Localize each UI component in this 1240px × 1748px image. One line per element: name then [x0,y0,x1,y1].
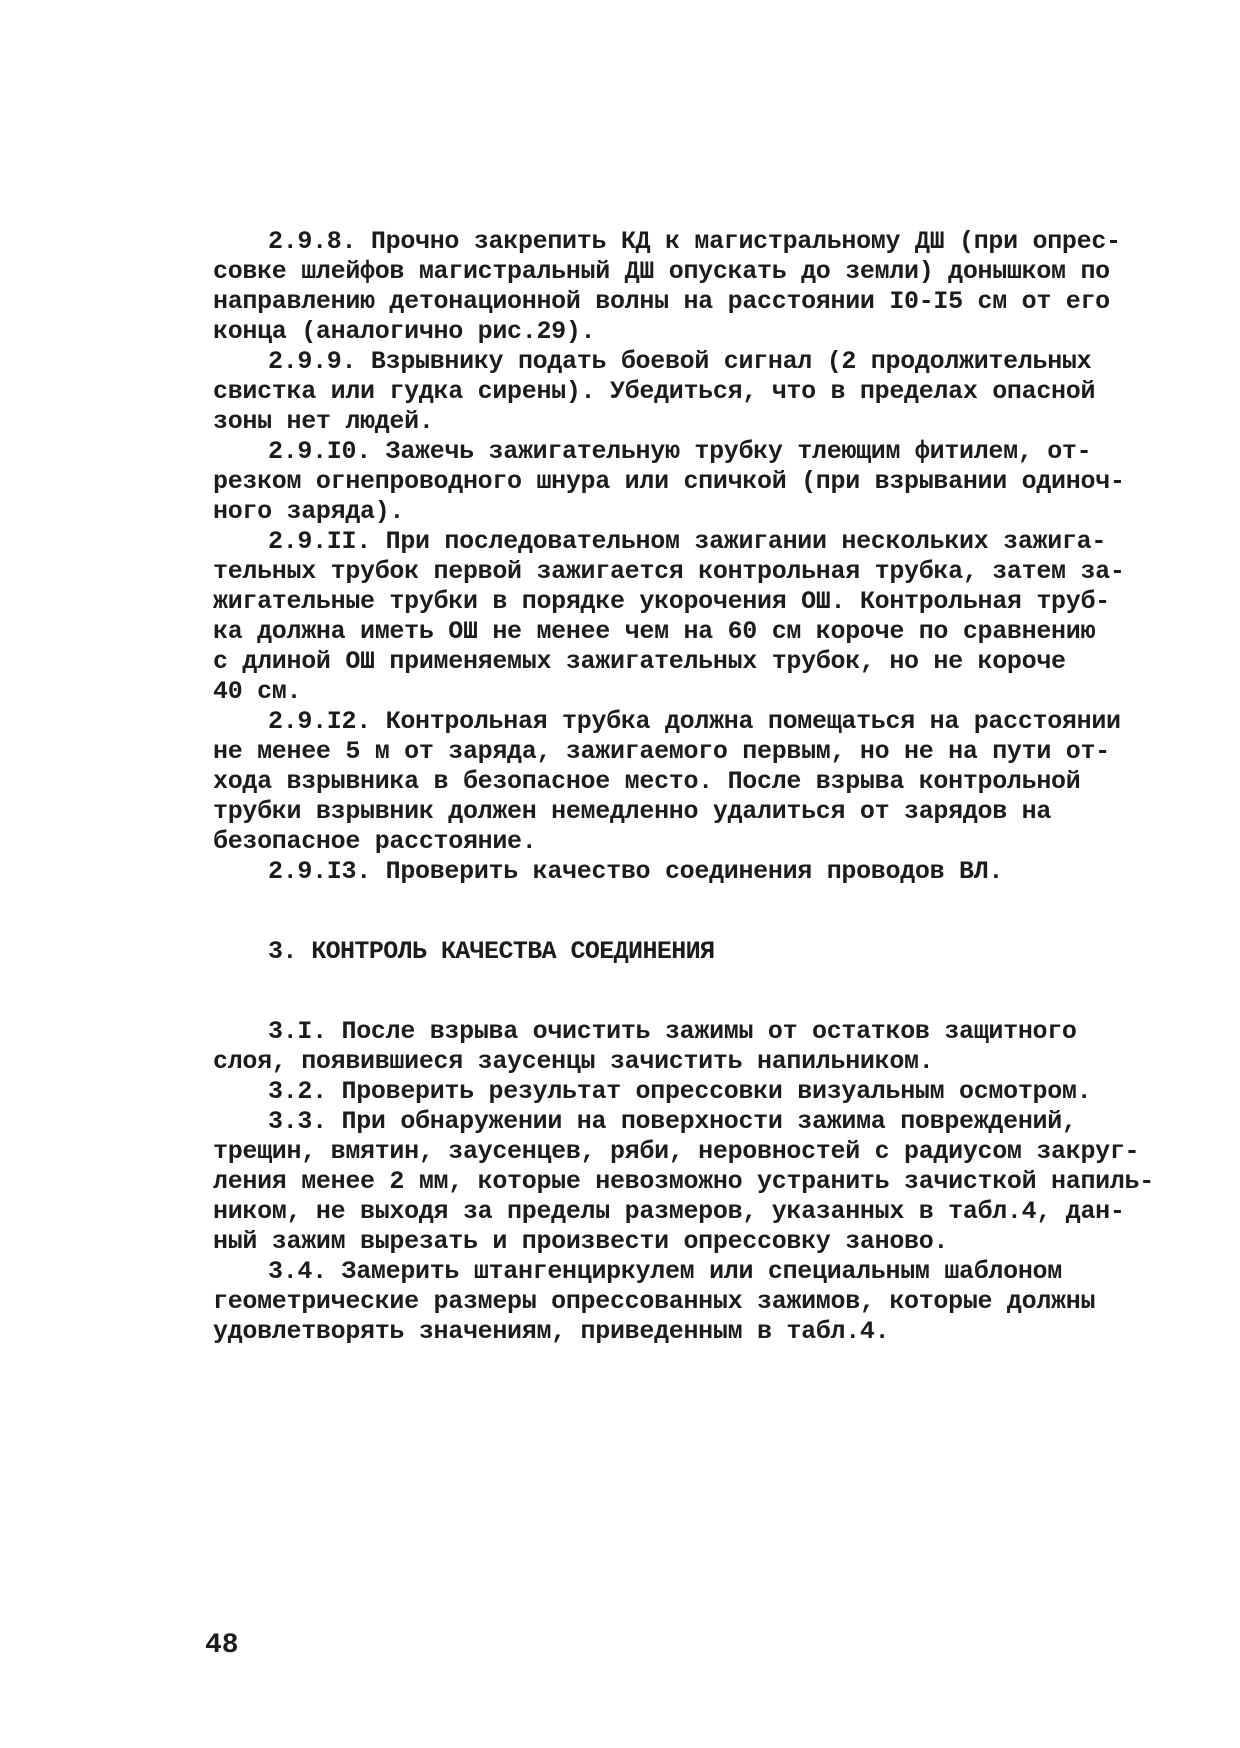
text-line: хода взрывника в безопасное место. После взрыва контрольной [213,767,1081,796]
text-line: удовлетворять значениям, приведенным в табл.4. [213,1317,890,1346]
text-line: 3.4. Замерить штангенциркулем или специальным шаблоном [268,1257,1062,1286]
page-number: 48 [205,1630,239,1661]
text-line: безопасное расстояние. [213,827,537,856]
text-line: жигательные трубки в порядке укорочения ОШ. Контрольная труб- [213,587,1110,616]
text-line: направлению детонационной волны на расстоянии I0-I5 см от его [213,287,1110,316]
text-line: не менее 5 м от заряда, зажигаемого первым, но не на пути от- [213,737,1110,766]
text-line: резком огнепроводного шнура или спичкой (при взрывании одиноч- [213,467,1125,496]
text-line: 2.9.8. Прочно закрепить КД к магистральному ДШ (при опрес- [268,227,1121,256]
text-line: 2.9.I3. Проверить качество соединения проводов ВЛ. [268,857,1004,886]
text-line: ником, не выходя за пределы размеров, указанных в табл.4, дан- [213,1197,1125,1226]
text-line: геометрические размеры опрессованных зажимов, которые должны [213,1287,1096,1316]
text-line: свистка или гудка сирены). Убедиться, что в пределах опасной [213,377,1096,406]
section-heading: 3. КОНТРОЛЬ КАЧЕСТВА СОЕДИНЕНИЯ [268,937,715,966]
text-line: совке шлейфов магистральный ДШ опускать до земли) донышком по [213,257,1110,286]
text-line: 2.9.9. Взрывнику подать боевой сигнал (2 продолжительных [268,347,1092,376]
text-line: трубки взрывник должен немедленно удалиться от зарядов на [213,797,1052,826]
text-line: 3.2. Проверить результат опрессовки визуальным осмотром. [268,1077,1092,1106]
text-line: 3.3. При обнаружении на поверхности зажима повреждений, [268,1107,1077,1136]
text-line: 40 см. [213,677,302,706]
text-line: ка должна иметь ОШ не менее чем на 60 см короче по сравнению [213,617,1096,646]
text-line: с длиной ОШ применяемых зажигательных трубок, но не короче [213,647,1066,676]
text-line: 2.9.I0. Зажечь зажигательную трубку тлеющим фитилем, от- [268,437,1092,466]
text-line: 3.I. После взрыва очистить зажимы от остатков защитного [268,1017,1077,1046]
text-line: ного заряда). [213,497,405,526]
text-line: зоны нет людей. [213,407,434,436]
text-line: слоя, появившиеся заусенцы зачистить напильником. [213,1047,934,1076]
text-line: конца (аналогично рис.29). [213,317,596,346]
text-line: 2.9.II. При последовательном зажигании нескольких зажига- [268,527,1107,556]
text-line: трещин, вмятин, заусенцев, ряби, неровностей с радиусом закруг- [213,1137,1140,1166]
text-line: 2.9.I2. Контрольная трубка должна помещаться на расстоянии [268,707,1121,736]
text-line: тельных трубок первой зажигается контрольная трубка, затем за- [213,557,1125,586]
text-line: ный зажим вырезать и произвести опрессовку заново. [213,1227,949,1256]
text-line: ления менее 2 мм, которые невозможно устранить зачисткой напиль- [213,1167,1154,1196]
